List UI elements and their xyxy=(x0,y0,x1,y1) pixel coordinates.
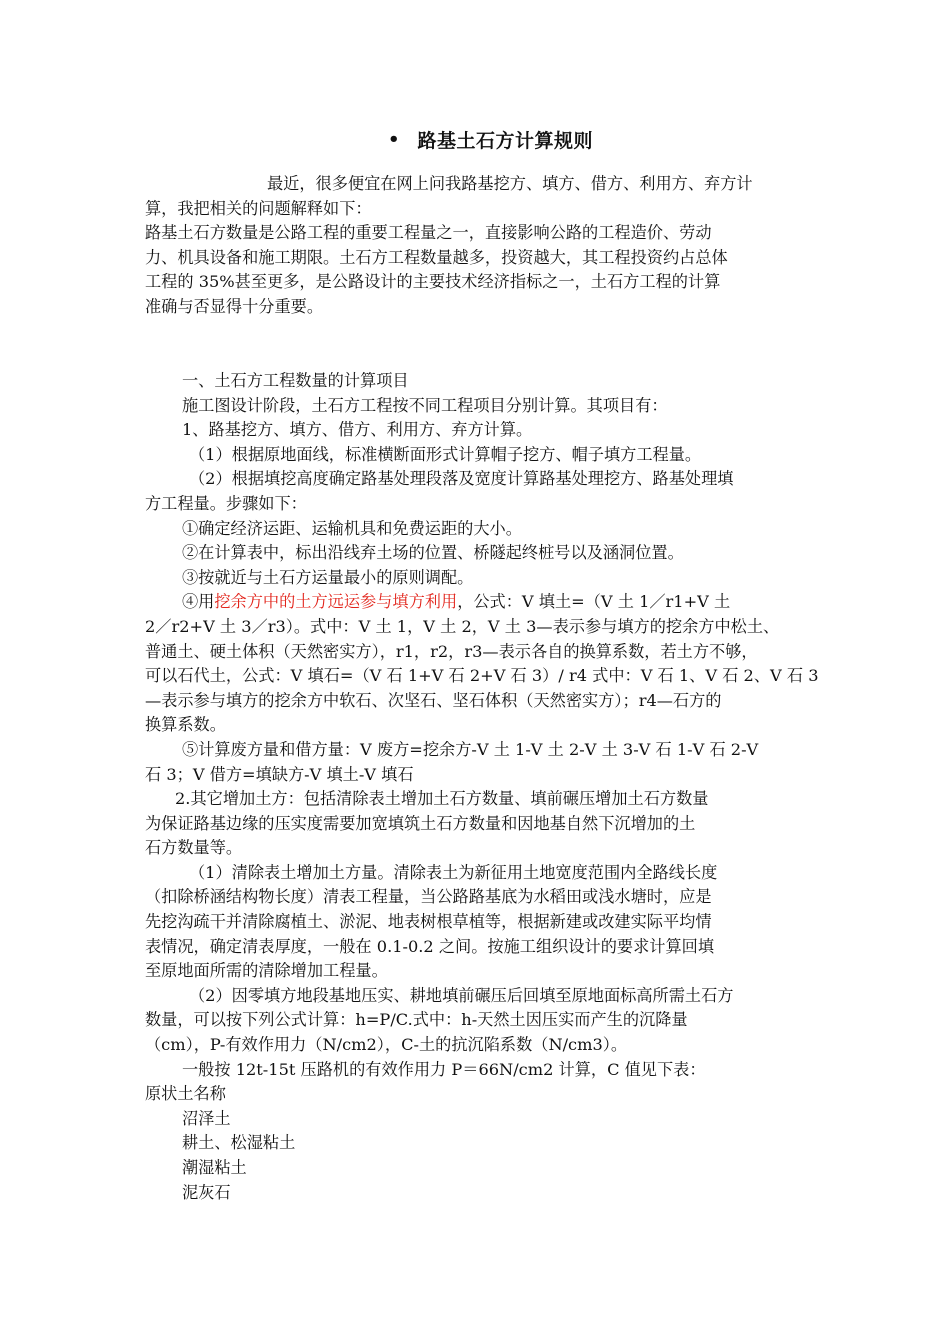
step4-formula: ，公式：V 填土=（V 土 1／r1+V 土 xyxy=(457,592,731,612)
text-line: 换算系数。 xyxy=(145,715,226,735)
text-line: 工程的 35%甚至更多，是公路设计的主要技术经济指标之一，土石方工程的计算 xyxy=(145,272,721,292)
title-row xyxy=(388,124,593,154)
section-heading: 一、土石方工程数量的计算项目 xyxy=(182,371,409,390)
text-line: 石方数量等。 xyxy=(145,838,243,858)
table-row: 耕土、松湿粘土 xyxy=(182,1133,296,1153)
list-item: 1、路基挖方、填方、借方、利用方、弃方计算。 xyxy=(182,420,533,440)
bullet-icon: • xyxy=(388,128,400,150)
text-line: （cm），P-有效作用力（N/cm2），C-土的抗沉陷系数（N/cm3）。 xyxy=(145,1035,628,1055)
section-one xyxy=(145,369,825,1205)
text-line: 为保证路基边缘的压实度需要加宽填筑土石方数量和因地基自然下沉增加的土 xyxy=(145,813,696,833)
step-item xyxy=(145,590,825,615)
list-item: （1）清除表土增加土方量。清除表土为新征用土地宽度范围内全路线长度 xyxy=(189,862,718,882)
text-line: 表情况，确定清表厚度，一般在 0.1-0.2 之间。按施工组织设计的要求计算回填 xyxy=(145,936,715,956)
text-line: 算，我把相关的问题解释如下： xyxy=(145,198,372,218)
step-item: ⑤计算废方量和借方量：V 废方=挖余方-V 土 1-V 土 2-V 土 3-V 石 1-V 石 2-V xyxy=(182,739,759,759)
text-line: 路基土石方数量是公路工程的重要工程量之一，直接影响公路的工程造价、劳动 xyxy=(145,223,712,243)
page-title: 路基土石方计算规则 xyxy=(417,129,594,152)
step4-prefix: ④用 xyxy=(182,592,215,612)
table-row: 潮湿粘土 xyxy=(182,1158,247,1177)
list-item: 2.其它增加土方：包括清除表土增加土石方数量、填前碾压增加土石方数量 xyxy=(175,789,709,809)
step-item: ③按就近与土石方运量最小的原则调配。 xyxy=(182,567,474,587)
step-item: ②在计算表中，标出沿线弃土场的位置、桥隧起终桩号以及涵洞位置。 xyxy=(182,543,684,563)
text-line: 准确与否显得十分重要。 xyxy=(145,296,324,316)
step-item: ①确定经济运距、运输机具和免费运距的大小。 xyxy=(182,518,522,538)
list-item: （2）因零填方地段基地压实、耕地填前碾压后回填至原地面标高所需土石方 xyxy=(189,985,734,1005)
list-item: （2）根据填挖高度确定路基处理段落及宽度计算路基处理挖方、路基处理填 xyxy=(189,469,734,489)
text-line: 先挖沟疏干并清除腐植土、淤泥、地表树根草植等，根据新建或改建实际平均情 xyxy=(145,912,712,932)
text-line: 方工程量。步骤如下： xyxy=(145,493,307,513)
table-row: 泥灰石 xyxy=(182,1182,231,1202)
text-line: 一般按 12t-15t 压路机的有效作用力 P＝66N/cm2 计算，C 值见下表： xyxy=(182,1059,706,1079)
intro-section xyxy=(145,172,825,320)
list-item: （1）根据原地面线，标准横断面形式计算帽子挖方、帽子填方工程量。 xyxy=(189,444,702,464)
table-row: 沼泽土 xyxy=(182,1108,231,1128)
text-line: （扣除桥涵结构物长度）清表工程量，当公路路基底为水稻田或浅水塘时，应是 xyxy=(145,887,712,907)
text-line: —表示参与填方的挖余方中软石、次坚石、坚石体积（天然密实方）；r4—石方的 xyxy=(145,690,722,710)
text-line: 施工图设计阶段，土石方工程按不同工程项目分别计算。其项目有： xyxy=(182,395,668,415)
text-line: 石 3；V 借方=填缺方-V 填土-V 填石 xyxy=(145,764,414,784)
text-line: 2／r2+V 土 3／r3）。式中：V 土 1，V 土 2，V 土 3—表示参与填方的挖余方中松土、 xyxy=(145,616,780,636)
text-line: 数量，可以按下列公式计算：h=P/C.式中：h-天然土因压实而产生的沉降量 xyxy=(145,1010,688,1030)
text-line: 普通土、硬土体积（天然密实方），r1，r2，r3—表示各自的换算系数，若土方不够， xyxy=(145,641,758,661)
text-line: 力、机具设备和施工期限。土石方工程数量越多，投资越大，其工程投资约占总体 xyxy=(145,247,728,267)
text-line: 至原地面所需的清除增加工程量。 xyxy=(145,961,388,981)
text-line: 最近，很多便宜在网上问我路基挖方、填方、借方、利用方、弃方计 xyxy=(267,174,753,193)
table-header: 原状土名称 xyxy=(145,1084,226,1104)
text-line: 可以石代土，公式：V 填石=（V 石 1+V 石 2+V 石 3）/ r4 式中：V 石 1、V 石 2、V 石 3 xyxy=(145,666,819,686)
highlighted-text: 挖余方中的土方远运参与填方利用 xyxy=(214,592,458,612)
